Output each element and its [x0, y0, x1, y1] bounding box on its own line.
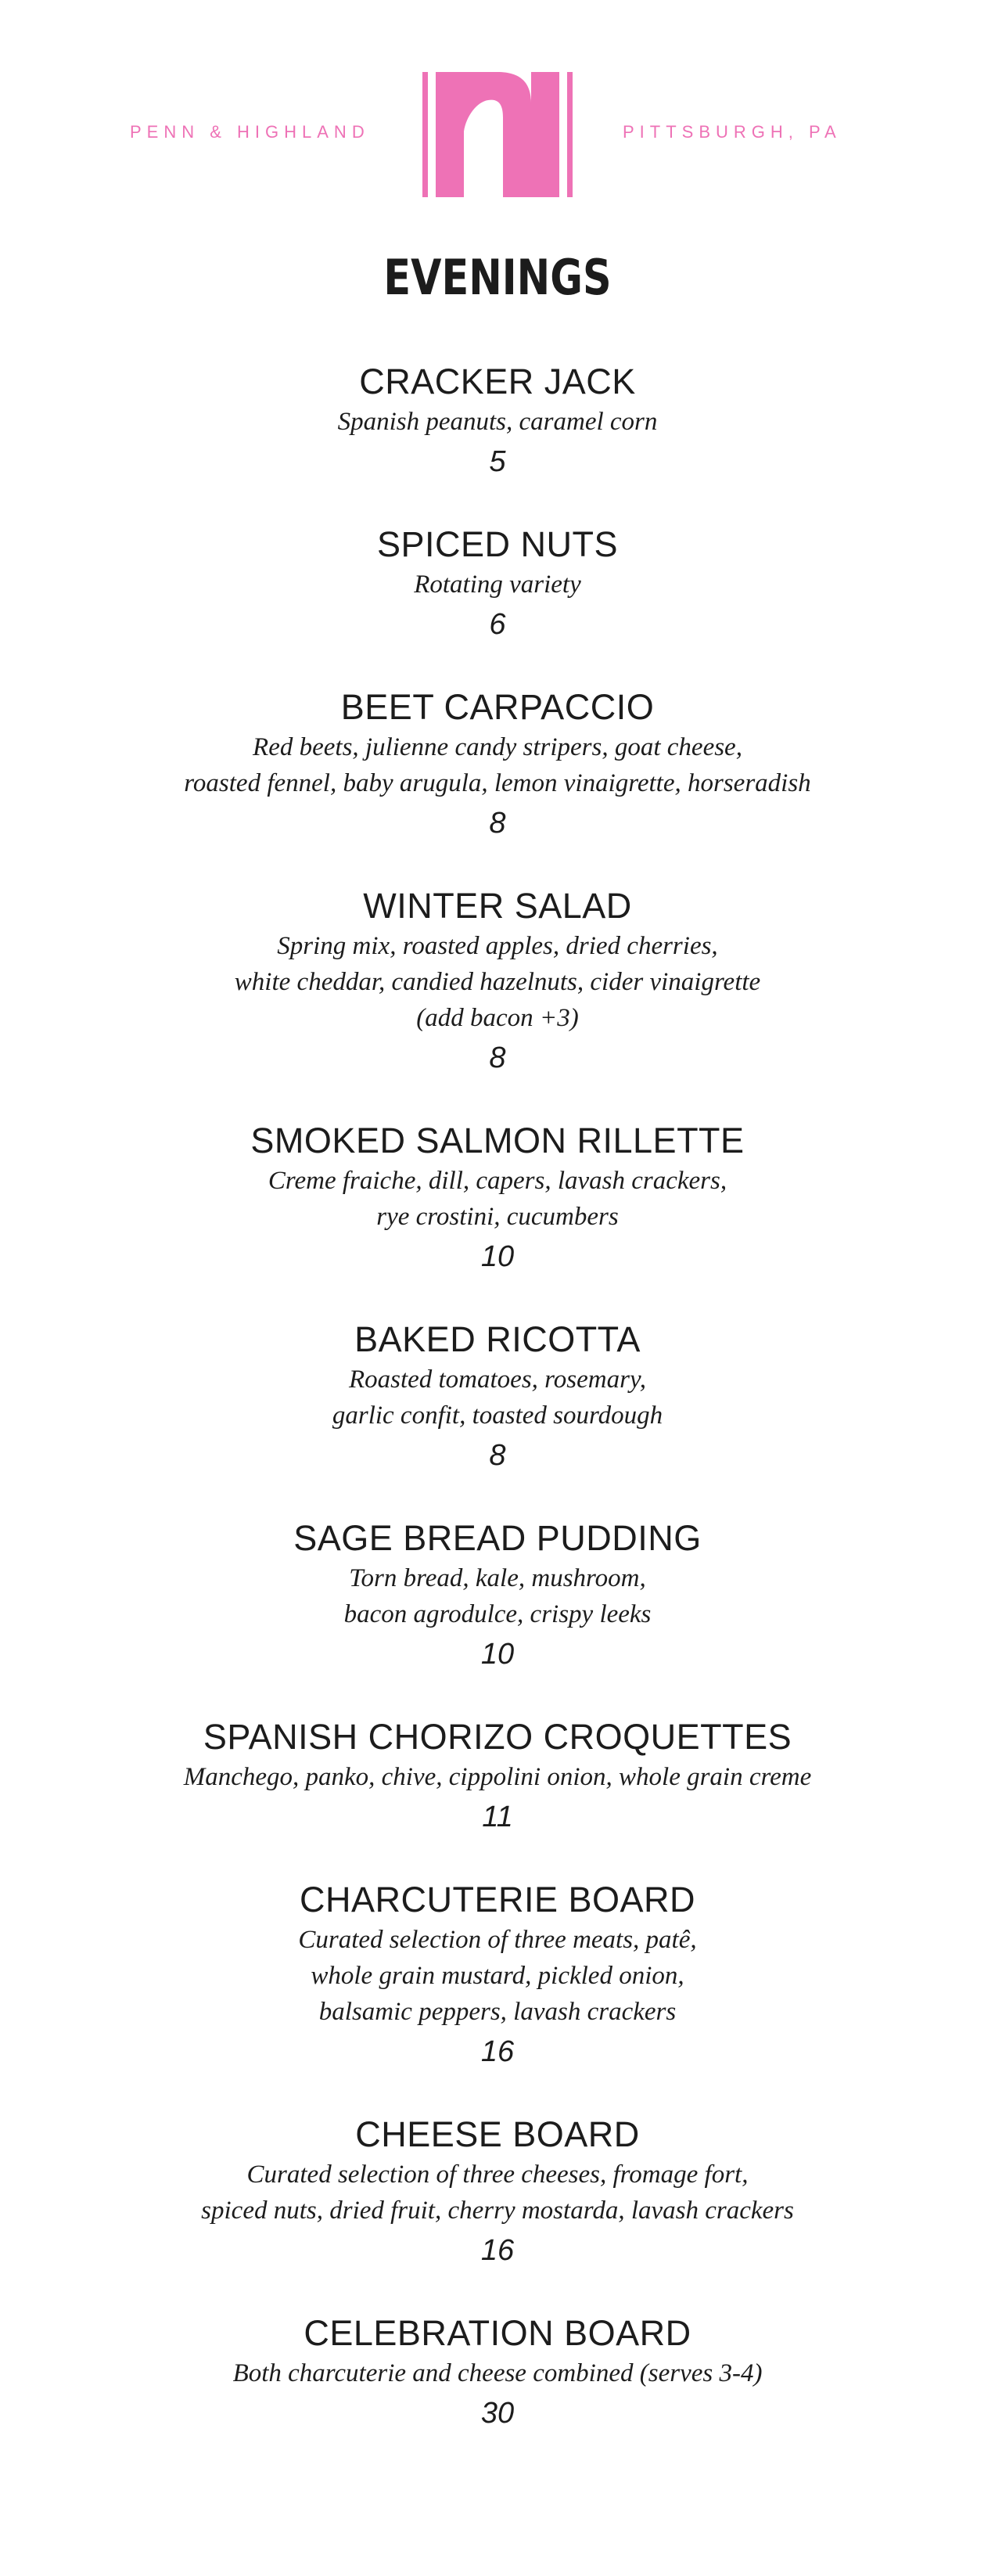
menu-item-price: 8 [489, 1042, 506, 1074]
menu-item-description: roasted fennel, baby arugula, lemon vinaigrette, horseradish [184, 769, 811, 797]
menu-item-description: Curated selection of three cheeses, fromage fort, [246, 2160, 749, 2189]
menu-item-name: SPANISH CHORIZO CROQUETTES [203, 1717, 792, 1757]
menu-item-description: Roasted tomatoes, rosemary, [348, 1365, 647, 1394]
menu-item-name: BEET CARPACCIO [340, 687, 655, 727]
menu-item [0, 1318, 995, 1477]
menu-item-name: CELEBRATION BOARD [304, 2313, 691, 2353]
menu-item-description: Curated selection of three meats, patê, [298, 1926, 697, 1954]
menu-item-description: Spanish peanuts, caramel corn [337, 408, 658, 436]
menu-item-description: Torn bread, kale, mushroom, [349, 1564, 646, 1592]
menu-item-name: SMOKED SALMON RILLETTE [250, 1121, 745, 1160]
menu-item-price: 16 [480, 2035, 515, 2068]
menu-list [0, 360, 995, 2474]
menu-item-description: (add bacon +3) [416, 1004, 579, 1032]
menu-item-description: spiced nuts, dried fruit, cherry mostarda, lavash crackers [201, 2196, 794, 2225]
menu-item-description: balsamic peppers, lavash crackers [318, 1998, 677, 2026]
menu-item-name: WINTER SALAD [363, 886, 632, 926]
menu-item-price: 5 [489, 445, 506, 478]
menu-item-name: BAKED RICOTTA [354, 1319, 641, 1359]
menu-item-name: SPICED NUTS [376, 524, 619, 564]
pink-m-monogram-logo-icon [422, 69, 573, 199]
menu-item-description: Both charcuterie and cheese combined (serves 3-4) [232, 2359, 763, 2387]
menu-item [0, 523, 995, 646]
menu-item [0, 1119, 995, 1279]
menu-item-price: 8 [489, 807, 506, 840]
menu-item-price: 30 [480, 2397, 515, 2430]
menu-item-description: Spring mix, roasted apples, dried cherries, [277, 932, 718, 960]
menu-item-description: whole grain mustard, pickled onion, [311, 1962, 684, 1990]
menu-item [0, 2312, 995, 2435]
page-title: EVENINGS [383, 249, 612, 306]
menu-item-description: rye crostini, cucumbers [376, 1203, 619, 1231]
menu-item-name: CHARCUTERIE BOARD [299, 1880, 696, 1919]
menu-item-description: bacon agrodulce, crispy leeks [343, 1600, 652, 1628]
menu-item-price: 11 [482, 1801, 513, 1833]
menu-item-price: 10 [480, 1240, 515, 1273]
menu-item [0, 685, 995, 845]
header [0, 69, 995, 202]
menu-item-price: 6 [489, 608, 506, 641]
menu-item-description: Rotating variety [414, 570, 581, 599]
menu-item [0, 2113, 995, 2272]
menu-item-description: Red beets, julienne candy stripers, goat cheese, [253, 733, 742, 761]
menu-item [0, 1878, 995, 2074]
menu-item-price: 8 [489, 1439, 506, 1472]
menu-item-name: SAGE BREAD PUDDING [293, 1518, 702, 1558]
menu-item-price: 16 [480, 2234, 515, 2267]
menu-item [0, 1516, 995, 1676]
menu-item-description: garlic confit, toasted sourdough [332, 1401, 663, 1430]
menu-item-name: CRACKER JACK [359, 362, 636, 401]
menu-item-description: Manchego, panko, chive, cippolini onion, whole grain creme [183, 1763, 812, 1791]
menu-item [0, 1715, 995, 1839]
menu-item-name: CHEESE BOARD [355, 2114, 640, 2154]
menu-item [0, 884, 995, 1080]
city-label: PITTSBURGH, PA [623, 122, 842, 142]
menu-item-description: white cheddar, candied hazelnuts, cider vinaigrette [234, 968, 761, 996]
menu-item [0, 360, 995, 484]
menu-item-price: 10 [480, 1638, 515, 1671]
menu-item-description: Creme fraiche, dill, capers, lavash crackers, [268, 1167, 727, 1195]
location-label: PENN & HIGHLAND [130, 122, 370, 142]
